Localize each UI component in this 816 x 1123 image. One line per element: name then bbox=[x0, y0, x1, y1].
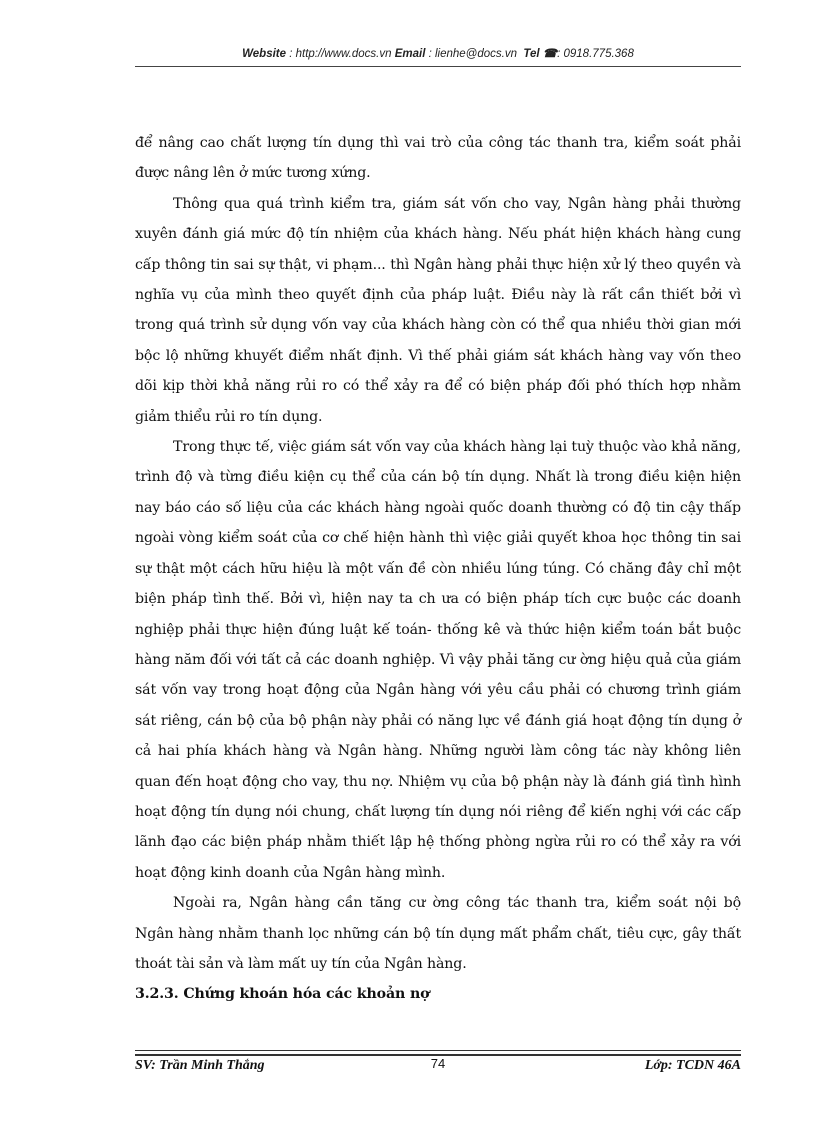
website-label: Website bbox=[242, 48, 287, 60]
student-name: SV: Trần Minh Thắng bbox=[135, 1058, 265, 1073]
document-body bbox=[135, 128, 741, 1010]
footer-divider-thin bbox=[135, 1050, 741, 1051]
website-link[interactable]: http://www.docs.vn bbox=[295, 48, 392, 60]
page-number: 74 bbox=[430, 1056, 446, 1071]
paragraph-3: Trong thực tế, việc giám sát vốn vay của khách hàng lại tuỳ thuộc vào khả năng, trình độ và từng điều kiện cụ thể của cán bộ tín dụng. Nhất là trong điều kiện hiện nay báo cáo số liệu của các khách hàng ngoài quốc doanh thường có độ tin cậy thấp ngoài vòng kiểm soát của cơ chế hiện hành thì việc giải quyết khoa học thông tin sai sự thật một cách hữu hiệu là một vấn đề còn nhiều lúng túng. Có chăng đây chỉ một biện pháp tình thế. Bởi vì, hiện nay ta ch ưa có biện pháp tích cực buộc các doanh nghiệp phải thực hiện đúng luật kế toán- thống kê và thức hiện kiểm toán bắt buộc hàng năm đối với tất cả các doanh nghiệp. Vì vậy phải tăng cư ờng hiệu quả của giám sát vốn vay trong hoạt động của Ngân hàng với yêu cầu phải có chương trình giám sát riêng, cán bộ của bộ phận này phải có năng lực về đánh giá hoạt động tín dụng ở cả hai phía khách hàng và Ngân hàng. Những người làm công tác này không liên quan đến hoạt động cho vay, thu nợ. Nhiệm vụ của bộ phận này là đánh giá tình hình hoạt động tín dụng nói chung, chất lượng tín dụng nói riêng để kiến nghị với các cấp lãnh đạo các biện pháp nhằm thiết lập hệ thống phòng ngừa rủi ro có thể xảy ra với hoạt động kinh doanh của Ngân hàng mình. bbox=[135, 439, 741, 881]
tel-value: : 0918.775.368 bbox=[557, 48, 634, 60]
email-sep: : bbox=[425, 48, 435, 60]
paragraph-4: Ngoài ra, Ngân hàng cần tăng cư ờng công tác thanh tra, kiểm soát nội bộ Ngân hàng nhằm thanh lọc những cán bộ tín dụng mất phẩm chất, tiêu cực, gây thất thoát tài sản và làm mất uy tín của Ngân hàng. bbox=[135, 895, 741, 972]
page-footer bbox=[135, 1058, 741, 1078]
paragraph-1: để nâng cao chất lượng tín dụng thì vai trò của công tác thanh tra, kiểm soát phải được nâng lên ở mức tương xứng. bbox=[135, 135, 741, 182]
section-heading: 3.2.3. Chứng khoán hóa các khoản nợ bbox=[135, 986, 430, 1003]
email-label: Email bbox=[394, 48, 426, 60]
page-header bbox=[135, 46, 741, 60]
class-name: Lớp: TCDN 46A bbox=[644, 1058, 741, 1073]
phone-icon: ☎ bbox=[542, 48, 558, 60]
header-divider bbox=[135, 66, 741, 67]
email-link[interactable]: lienhe@docs.vn bbox=[434, 48, 517, 60]
website-sep: : bbox=[286, 48, 296, 60]
paragraph-2: Thông qua quá trình kiểm tra, giám sát vốn cho vay, Ngân hàng phải thường xuyên đánh giá mức độ tín nhiệm của khách hàng. Nếu phát hiện khách hàng cung cấp thông tin sai sự thật, vi phạm... thì Ngân hàng phải thực hiện xử lý theo quyền và nghĩa vụ của mình theo quyết định của pháp luật. Điều này là rất cần thiết bởi vì trong quá trình sử dụng vốn vay của khách hàng còn có thể qua nhiều thời gian mới bộc lộ những khuyết điểm nhất định. Vì thế phải giám sát khách hàng vay vốn theo dõi kịp thời khả năng rủi ro có thể xảy ra để có biện pháp đối phó thích hợp nhằm giảm thiểu rủi ro tín dụng. bbox=[135, 195, 741, 425]
tel-label: Tel bbox=[523, 48, 540, 60]
